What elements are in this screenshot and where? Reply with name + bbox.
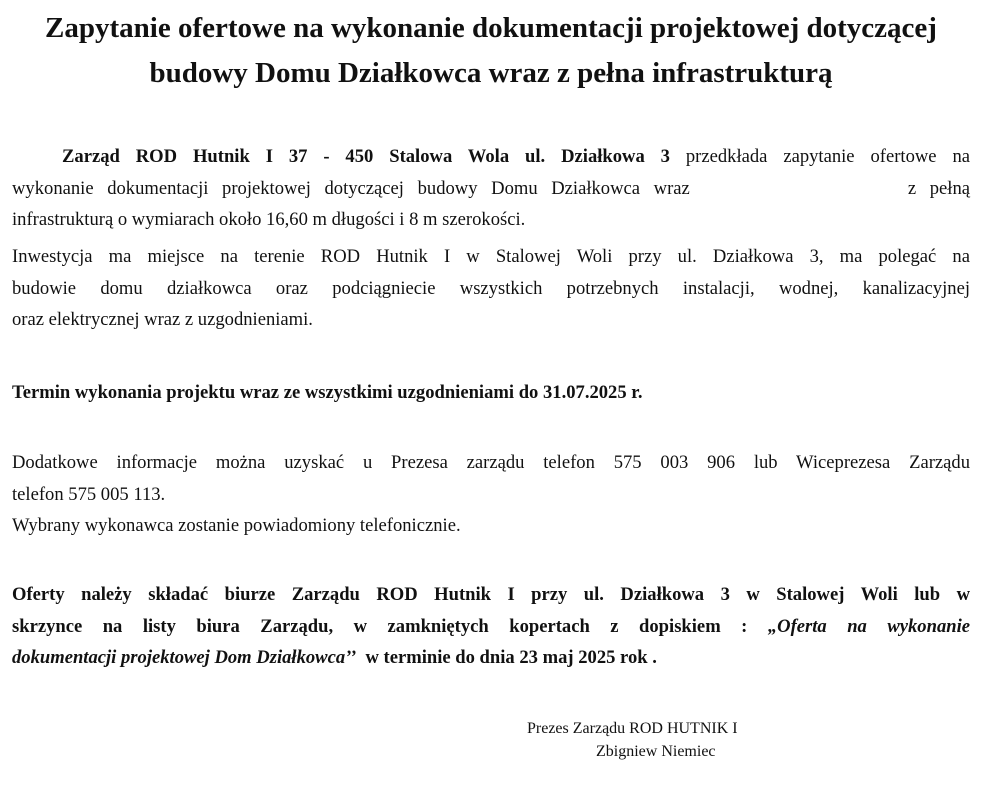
info-line-2: telefon 575 005 113. — [12, 483, 166, 505]
offers-line-2-plain: skrzynce na listy biura Zarządu, w zamkniętych kopertach z dopiskiem : — [12, 615, 768, 637]
offers-line-2 — [12, 611, 970, 643]
title-line-2: budowy Domu Działkowca wraz z pełna infrastrukturą — [149, 57, 833, 89]
info-line-1: Dodatkowe informacje można uzyskać u Prezesa zarządu telefon 575 003 906 lub Wiceprezesa Zarządu — [12, 452, 970, 473]
offers-line-2-italic: „Oferta na wykonanie — [767, 615, 970, 637]
deadline-text: Termin wykonania projektu wraz ze wszystkimi uzgodnieniami do 31.07.2025 r. — [12, 382, 643, 403]
offers-line-3 — [12, 642, 970, 674]
title-line-1: Zapytanie ofertowe na wykonanie dokumentacji projektowej dotyczącej — [45, 12, 937, 44]
intro-line-2: wykonanie dokumentacji projektowej dotyczącej budowy Domu Działkowca wraz z pełną — [12, 177, 970, 199]
info-paragraph — [12, 447, 970, 542]
intro-line-1-rest: przedkłada zapytanie ofertowe na — [669, 146, 970, 167]
intro-line-1 — [12, 141, 970, 173]
investment-paragraph — [12, 241, 970, 336]
investment-line-3: oraz elektrycznej wraz z uzgodnieniami. — [12, 309, 313, 330]
intro-paragraph — [12, 141, 970, 236]
signature-name: Zbigniew Niemiec — [596, 743, 716, 760]
info-line-3: Wybrany wykonawca zostanie powiadomiony telefonicznie. — [12, 515, 461, 536]
board-address: Zarząd ROD Hutnik I 37 - 450 Stalowa Wola ul. Działkowa 3 — [62, 146, 670, 167]
signature-role: Prezes Zarządu ROD HUTNIK I — [527, 720, 738, 737]
intro-line-3: infrastrukturą o wymiarach około 16,60 m długości i 8 m szerokości. — [12, 209, 526, 230]
offers-paragraph — [12, 579, 970, 674]
investment-line-2: budowie domu działkowca oraz podciągniecie wszystkich potrzebnych instalacji, wodnej, kanalizacyjnej — [12, 277, 970, 299]
offers-line-1: Oferty należy składać biurze Zarządu ROD Hutnik I przy ul. Działkowa 3 w Stalowej Woli lub w — [12, 584, 970, 605]
offers-line-3-plain: w terminie do dnia 23 maj 2025 rok . — [356, 647, 657, 668]
deadline-paragraph — [12, 377, 970, 409]
offers-line-3-italic: dokumentacji projektowej Dom Działkowca’’ — [12, 647, 357, 668]
investment-line-1: Inwestycja ma miejsce na terenie ROD Hutnik I w Stalowej Woli przy ul. Działkowa 3, ma polegać na — [12, 246, 970, 267]
